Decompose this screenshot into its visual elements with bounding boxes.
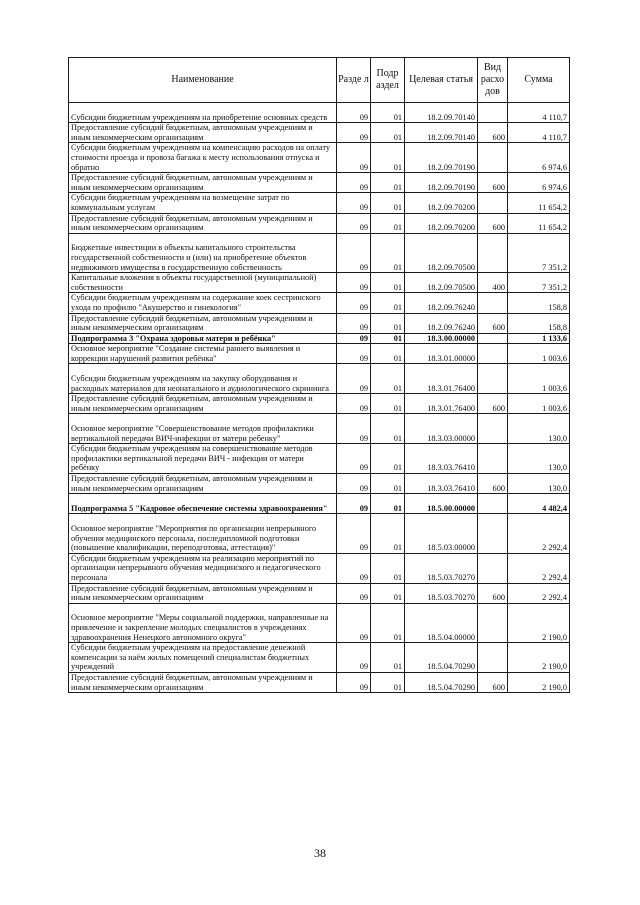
table-cell-sum: 158,8 [508,293,570,313]
table-cell-subsection: 01 [371,643,405,673]
table-cell-subsection: 01 [371,193,405,213]
header-subsection: Подр аздел [371,58,405,103]
table-cell-name: Подпрограмма 5 "Кадровое обеспечение системы здравоохранения" [69,494,337,514]
table-row [69,414,570,444]
table-cell-sum: 2 190,0 [508,603,570,642]
table-cell-type [478,514,508,553]
table-cell-name: Субсидии бюджетным учреждениям на содержание коек сестринского ухода по профилю "Акушерство и гинекология" [69,293,337,313]
page-number: 38 [314,846,326,860]
header-target: Целевая статья [405,58,478,103]
table-row [69,494,570,514]
table-cell-section: 09 [337,444,371,474]
table-cell-target: 18.5.03.70270 [405,583,478,603]
table-header-row [69,58,570,103]
table-cell-sum: 7 351,2 [508,273,570,293]
table-row [69,173,570,193]
table-row [69,643,570,673]
table-cell-target: 18.5.04.70290 [405,643,478,673]
table-cell-section: 09 [337,414,371,444]
table-cell-section: 09 [337,514,371,553]
table-cell-target: 18.2.09.70190 [405,173,478,193]
table-cell-sum: 2 292,4 [508,583,570,603]
table-cell-target: 18.3.03.76410 [405,474,478,494]
table-cell-type: 400 [478,273,508,293]
table-cell-type [478,143,508,173]
table-cell-section: 09 [337,313,371,333]
table-cell-section: 09 [337,494,371,514]
table-cell-sum: 4 110,7 [508,103,570,123]
table-cell-subsection: 01 [371,583,405,603]
table-cell-name: Предоставление субсидий бюджетным, автономным учреждениям и иным некоммерческим организациям [69,313,337,333]
table-cell-sum: 1 133,6 [508,333,570,344]
table-cell-section: 09 [337,173,371,193]
table-cell-type [478,103,508,123]
table-row [69,603,570,642]
table-cell-subsection: 01 [371,672,405,692]
table-cell-type [478,233,508,272]
table-cell-target: 18.5.03.70270 [405,553,478,583]
table-cell-target: 18.2.09.70500 [405,273,478,293]
table-cell-sum: 7 351,2 [508,233,570,272]
table-cell-target: 18.5.03.00000 [405,514,478,553]
table-row [69,193,570,213]
table-cell-section: 09 [337,583,371,603]
table-cell-section: 09 [337,293,371,313]
table-cell-sum: 4 110,7 [508,123,570,143]
table-cell-subsection: 01 [371,273,405,293]
table-cell-sum: 11 654,2 [508,193,570,213]
table-cell-target: 18.3.01.76400 [405,394,478,414]
table-row [69,553,570,583]
table-row [69,364,570,394]
table-cell-sum: 2 292,4 [508,514,570,553]
table-cell-name: Субсидии бюджетным учреждениям на реализацию мероприятий по организации непрерывного обучения медицинского и педагогического персонала [69,553,337,583]
table-cell-sum: 6 974,6 [508,143,570,173]
header-sum: Сумма [508,58,570,103]
table-cell-subsection: 01 [371,474,405,494]
table-cell-target: 18.2.09.70200 [405,193,478,213]
table-row [69,672,570,692]
table-cell-subsection: 01 [371,494,405,514]
table-cell-section: 09 [337,123,371,143]
table-cell-section: 09 [337,364,371,394]
table-cell-subsection: 01 [371,293,405,313]
table-cell-target: 18.3.03.76410 [405,444,478,474]
table-cell-type [478,344,508,364]
table-cell-subsection: 01 [371,414,405,444]
table-row [69,444,570,474]
table-row [69,333,570,344]
table-cell-target: 18.2.09.70200 [405,213,478,233]
table-cell-name: Капитальные вложения в объекты государственной (муниципальной) собственности [69,273,337,293]
table-cell-sum: 2 190,0 [508,672,570,692]
table-row [69,313,570,333]
table-cell-subsection: 01 [371,444,405,474]
table-row [69,474,570,494]
table-cell-type: 600 [478,313,508,333]
table-cell-section: 09 [337,394,371,414]
table-cell-section: 09 [337,193,371,213]
table-cell-name: Субсидии бюджетным учреждениям на приобретение основных средств [69,103,337,123]
table-cell-name: Субсидии бюджетным учреждениям на возмещение затрат по коммунальным услугам [69,193,337,213]
table-cell-type [478,553,508,583]
table-cell-sum: 2 292,4 [508,553,570,583]
table-cell-section: 09 [337,333,371,344]
budget-table [68,57,570,693]
table-cell-target: 18.5.04.70290 [405,672,478,692]
table-cell-type: 600 [478,394,508,414]
table-cell-sum: 11 654,2 [508,213,570,233]
table-cell-sum: 1 003,6 [508,364,570,394]
table-cell-subsection: 01 [371,553,405,583]
table-cell-target: 18.2.09.70140 [405,123,478,143]
table-cell-name: Основное мероприятие "Меры социальной поддержки, направленные на привлечение и закрепление молодых специалистов в учреждениях здравоохранения Ненецкого автономного округа" [69,603,337,642]
table-cell-sum: 2 190,0 [508,643,570,673]
table-cell-name: Предоставление субсидий бюджетным, автономным учреждениям и иным некоммерческим организациям [69,394,337,414]
table-row [69,233,570,272]
table-cell-name: Предоставление субсидий бюджетным, автономным учреждениям и иным некоммерческим организациям [69,173,337,193]
header-section: Разде л [337,58,371,103]
table-cell-name: Бюджетные инвестиции в объекты капитального строительства государственной собственности и (или) на приобретение объектов недвижимого имущества в государственную собственность [69,233,337,272]
table-cell-target: 18.2.09.70140 [405,103,478,123]
table-cell-type [478,414,508,444]
header-type: Вид расхо дов [478,58,508,103]
table-cell-target: 18.3.03.00000 [405,414,478,444]
table-cell-section: 09 [337,103,371,123]
table-cell-subsection: 01 [371,394,405,414]
table-cell-section: 09 [337,603,371,642]
table-cell-name: Предоставление субсидий бюджетным, автономным учреждениям и иным некоммерческим организациям [69,474,337,494]
table-cell-sum: 1 003,6 [508,344,570,364]
table-cell-sum: 130,0 [508,474,570,494]
table-cell-type [478,293,508,313]
table-cell-name: Предоставление субсидий бюджетным, автономным учреждениям и иным некоммерческим организациям [69,672,337,692]
table-cell-target: 18.5.04.00000 [405,603,478,642]
table-row [69,293,570,313]
table-cell-type: 600 [478,123,508,143]
table-cell-target: 18.2.09.76240 [405,313,478,333]
table-cell-name: Предоставление субсидий бюджетным, автономным учреждениям и иным некоммерческим организациям [69,123,337,143]
table-cell-subsection: 01 [371,143,405,173]
table-cell-section: 09 [337,233,371,272]
table-cell-name: Субсидии бюджетным учреждениям на совершенствование методов профилактики вертикальной передачи ВИЧ - инфекции от матери ребёнку [69,444,337,474]
table-cell-name: Субсидии бюджетным учреждениям на компенсацию расходов на оплату стоимости проезда и провоза багажа к месту использования отпуска и обратно [69,143,337,173]
table-cell-type [478,643,508,673]
table-cell-subsection: 01 [371,344,405,364]
table-cell-section: 09 [337,643,371,673]
table-cell-name: Предоставление субсидий бюджетным, автономным учреждениям и иным некоммерческим организациям [69,213,337,233]
table-cell-sum: 4 482,4 [508,494,570,514]
table-cell-subsection: 01 [371,313,405,333]
table-cell-section: 09 [337,143,371,173]
table-cell-type: 600 [478,474,508,494]
table-cell-target: 18.2.09.70190 [405,143,478,173]
table-cell-subsection: 01 [371,173,405,193]
table-cell-type [478,193,508,213]
table-cell-name: Предоставление субсидий бюджетным, автономным учреждениям и иным некоммерческим организациям [69,583,337,603]
table-row [69,583,570,603]
table-cell-sum: 6 974,6 [508,173,570,193]
table-row [69,273,570,293]
table-cell-subsection: 01 [371,233,405,272]
header-name: Наименование [69,58,337,103]
table-cell-type [478,494,508,514]
table-cell-subsection: 01 [371,514,405,553]
table-cell-type: 600 [478,173,508,193]
table-cell-target: 18.3.01.00000 [405,344,478,364]
table-cell-type: 600 [478,672,508,692]
table-row [69,514,570,553]
table-cell-section: 09 [337,672,371,692]
table-cell-subsection: 01 [371,213,405,233]
table-cell-type [478,603,508,642]
table-cell-sum: 130,0 [508,414,570,444]
table-cell-target: 18.5.00.00000 [405,494,478,514]
table-cell-sum: 130,0 [508,444,570,474]
table-cell-sum: 1 003,6 [508,394,570,414]
table-cell-name: Субсидии бюджетным учреждениям на предоставление денежной компенсации за наём жилых помещений специалистам бюджетных учреждений [69,643,337,673]
table-cell-section: 09 [337,553,371,583]
table-cell-name: Подпрограмма 3 "Охрана здоровья матери и ребёнка" [69,333,337,344]
table-cell-type [478,364,508,394]
table-row [69,213,570,233]
table-row [69,103,570,123]
table-cell-name: Основное мероприятие "Создание системы раннего выявления и коррекции нарушений развития ребёнка" [69,344,337,364]
table-cell-subsection: 01 [371,364,405,394]
table-cell-subsection: 01 [371,603,405,642]
table-cell-name: Основное мероприятие "Мероприятия по организации непрерывного обучения медицинского персонала, последипломной подготовки (повышение квалификации, переподготовка, аттестация)" [69,514,337,553]
table-cell-sum: 158,8 [508,313,570,333]
table-row [69,123,570,143]
table-cell-section: 09 [337,344,371,364]
table-cell-subsection: 01 [371,333,405,344]
table-cell-section: 09 [337,273,371,293]
table-cell-subsection: 01 [371,103,405,123]
table-cell-name: Субсидии бюджетным учреждениям на закупку оборудования и расходных материалов для неонатального и аудиологического скрининга [69,364,337,394]
table-cell-target: 18.2.09.76240 [405,293,478,313]
table-cell-type: 600 [478,213,508,233]
table-row [69,394,570,414]
table-cell-subsection: 01 [371,123,405,143]
table-row [69,344,570,364]
table-cell-target: 18.2.09.70500 [405,233,478,272]
table-cell-name: Основное мероприятие "Совершенствование методов профилактики вертикальной передачи ВИЧ-инфекции от матери ребенку" [69,414,337,444]
table-cell-type: 600 [478,583,508,603]
table-row [69,143,570,173]
table-cell-type [478,333,508,344]
table-cell-section: 09 [337,213,371,233]
table-cell-section: 09 [337,474,371,494]
table-cell-type [478,444,508,474]
table-cell-target: 18.3.00.00000 [405,333,478,344]
table-cell-target: 18.3.01.76400 [405,364,478,394]
